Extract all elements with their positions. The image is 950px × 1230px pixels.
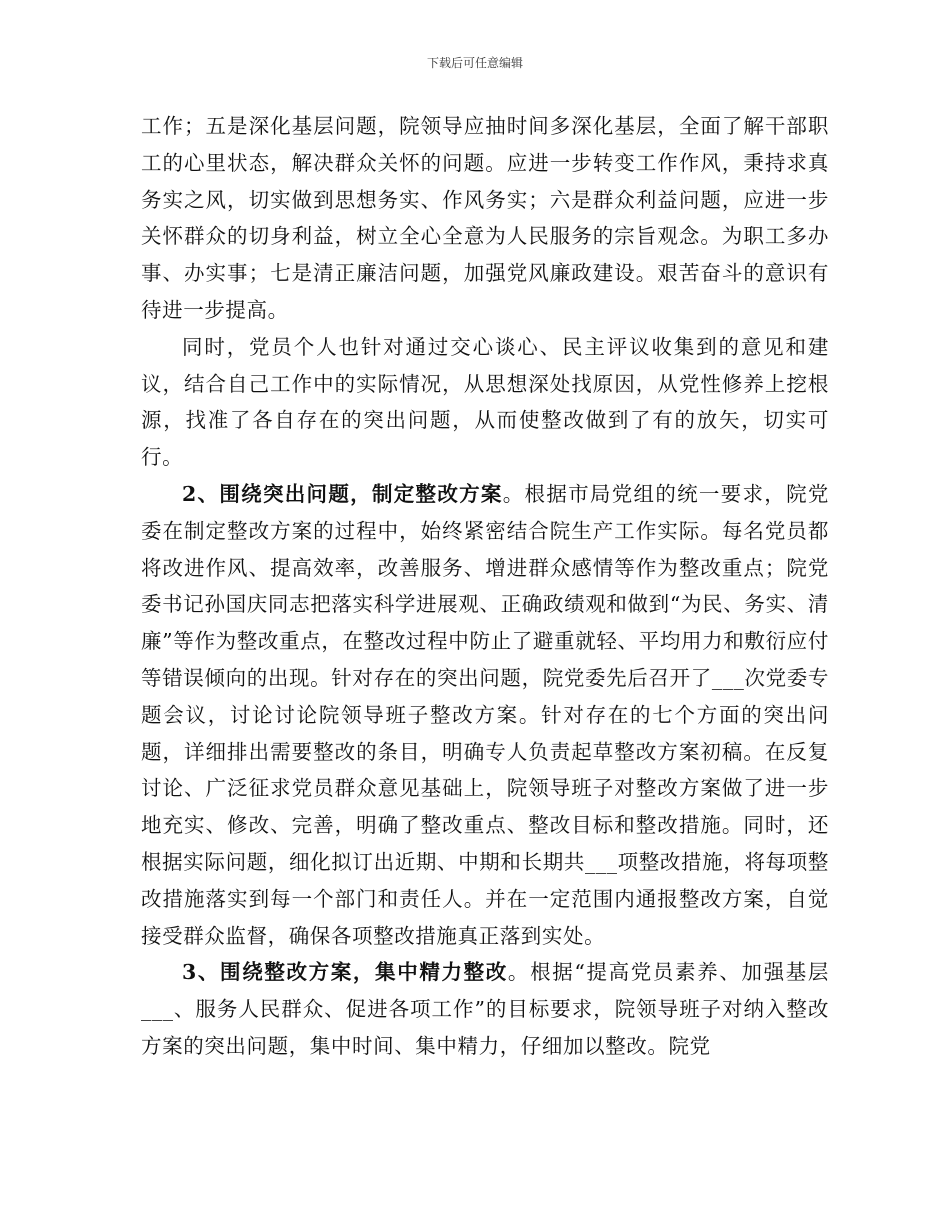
document-body	[141, 108, 829, 1065]
paragraph-4-lead: 3、围绕整改方案，集中精力整改	[182, 960, 508, 985]
paragraph-2	[141, 329, 829, 476]
paragraph-4-text: 。根据“提高党员素养、加强基层___、服务人民群众、促进各项工作”的目标要求，院领导班子对纳入整改方案的突出问题，集中时间、集中精力，仔细加以整改。院党	[141, 960, 830, 1058]
paragraph-3-text: 。根据市局党组的统一要求，院党委在制定整改方案的过程中，始终紧密结合院生产工作实际。每名党员都将改进作风、提高效率，改善服务、增进群众感情等作为整改重点；院党委书记孙国庆同志把落实科学进展观、正确政绩观和做到“为民、务实、清廉”等作为整改重点，在整改过程中防止了避重就轻、平均用力和敷衍应付等错误倾向的出现。针对存在的突出问题，院党委先后召开了___次党委专题会议，讨论讨论院领导班子整改方案。针对存在的七个方面的突出问题，详细排出需要整改的条目，明确专人负责起草整改方案初稿。在反复讨论、广泛征求党员群众意见基础上，院领导班子对整改方案做了进一步地充实、修改、完善，明确了整改重点、整改目标和整改措施。同时，还根据实际问题，细化拟订出近期、中期和长期共___项整改措施，将每项整改措施落实到每一个部门和责任人。并在一定范围内通报整改方案，自觉接受群众监督，确保各项整改措施真正落到实处。	[141, 481, 830, 948]
paragraph-3	[141, 476, 829, 954]
paragraph-1	[141, 108, 829, 329]
paragraph-2-text: 同时，党员个人也针对通过交心谈心、民主评议收集到的意见和建议，结合自己工作中的实际情况，从思想深处找原因，从党性修养上挖根源，找准了各自存在的突出问题，从而使整改做到了有的放矢，切实可行。	[141, 334, 829, 470]
paragraph-3-lead: 2、围绕突出问题，制定整改方案	[182, 481, 503, 506]
paragraph-4	[141, 954, 829, 1064]
paragraph-1-text: 工作；五是深化基层问题，院领导应抽时间多深化基层，全面了解干部职工的心里状态，解决群众关怀的问题。应进一步转变工作作风，秉持求真务实之风，切实做到思想务实、作风务实；六是群众利益问题，应进一步关怀群众的切身利益，树立全心全意为人民服务的宗旨观念。为职工多办事、办实事；七是清正廉洁问题，加强党风廉政建设。艰苦奋斗的意识有待进一步提高。	[141, 114, 829, 322]
page-header-note: 下载后可任意编辑	[426, 56, 523, 70]
